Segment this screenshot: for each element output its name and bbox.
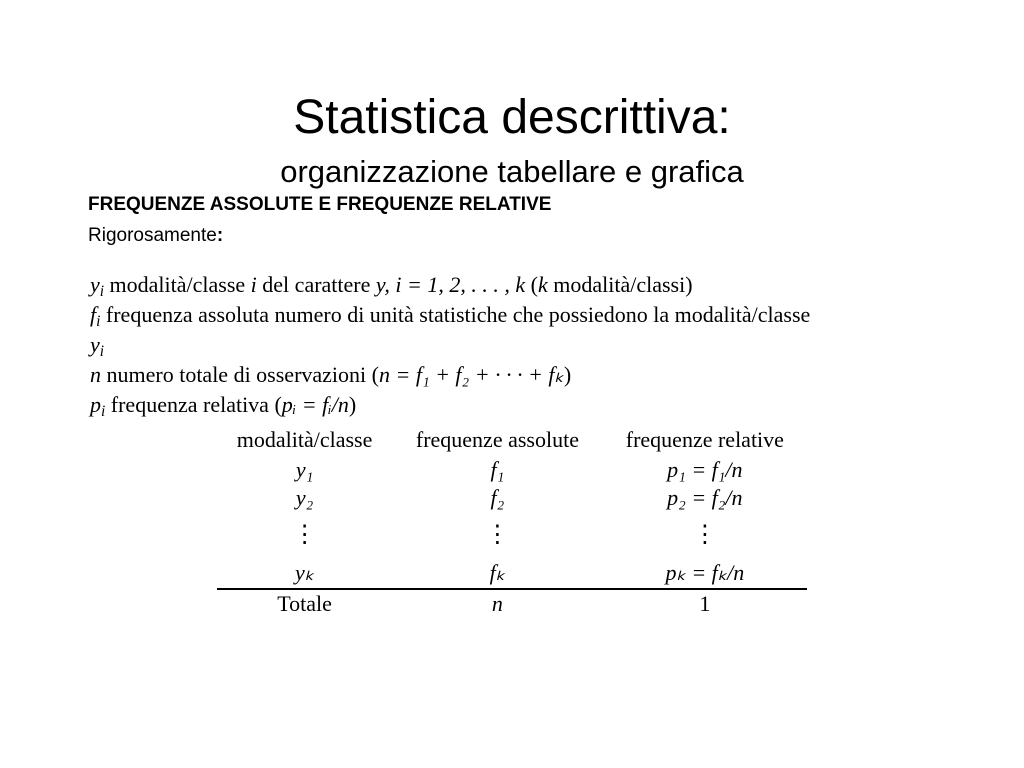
table-cell: f₁ (490, 457, 505, 482)
table-row-ellipsis (217, 512, 807, 558)
symbol-p: p (90, 392, 101, 417)
subscript-i: i (101, 403, 106, 420)
table-cell: ⋮ (692, 522, 717, 548)
definition-continuation (90, 330, 990, 360)
definition-text: frequenza relativa ( (105, 392, 282, 417)
table-total-row (217, 589, 807, 618)
table-cell: pₖ = fₖ/n (603, 558, 807, 589)
header-absolute-frequency: frequenze assolute (415, 427, 579, 452)
definition-absolute-frequency (90, 300, 990, 330)
intro-colon: : (216, 225, 224, 246)
definition-text: modalità/classe (104, 272, 251, 297)
math-expression: n = f₁ + f₂ + · · · + fₖ (378, 362, 564, 387)
total-label: Totale (277, 591, 332, 616)
math-expression: pᵢ = fᵢ/n (281, 392, 349, 417)
header-relative-frequency: frequenze relative (625, 427, 784, 452)
slide-subtitle: organizzazione tabellare e grafica (280, 154, 744, 189)
section-heading: FREQUENZE ASSOLUTE E FREQUENZE RELATIVE (88, 194, 552, 215)
table-cell: yₖ (217, 558, 392, 589)
symbol-n: n (90, 362, 101, 387)
table-cell: y₂ (295, 485, 314, 510)
subscript-i: i (96, 313, 101, 330)
table-row (217, 558, 807, 589)
table-cell: fₖ (392, 558, 603, 589)
definition-text: ( (525, 272, 538, 297)
table-header-row (217, 424, 807, 456)
symbol-f: f (90, 302, 97, 327)
table-cell: p₁ = f₁/n (667, 457, 743, 482)
definition-text: del carattere (256, 272, 376, 297)
symbol-i: i (250, 272, 257, 297)
definition-text: ) (348, 392, 357, 417)
subscript-i: i (99, 283, 105, 300)
total-relative: 1 (699, 591, 711, 616)
symbol-y: y (90, 272, 100, 297)
definition-modality (90, 270, 990, 300)
definitions-list (90, 270, 990, 420)
symbol-k: k (537, 272, 548, 297)
table-row (217, 456, 807, 484)
intro-label: Rigorosamente (88, 225, 217, 246)
table-cell: ⋮ (485, 522, 510, 548)
slide-title: Statistica descrittiva: (293, 91, 731, 144)
table-cell: f₂ (490, 485, 505, 510)
definition-text: modalità/classi) (547, 272, 693, 297)
table-row (217, 484, 807, 512)
table-cell: p₂ = f₂/n (667, 485, 743, 510)
intro-text (88, 223, 223, 249)
definition-text: numero totale di osservazioni ( (101, 362, 379, 387)
definition-relative-frequency (90, 390, 990, 420)
table-cell: ⋮ (292, 522, 317, 548)
symbol-y: y (90, 332, 100, 357)
frequency-table (217, 424, 807, 618)
definition-text: ) (563, 362, 572, 387)
header-modality: modalità/classe (236, 427, 373, 452)
definition-total-observations (90, 360, 990, 390)
subscript-i: i (99, 343, 105, 360)
total-absolute: n (491, 591, 503, 616)
definition-text: frequenza assoluta numero di unità statistiche che possiedono la modalità/classe (100, 302, 811, 327)
table-cell: y₁ (295, 457, 314, 482)
math-expression: y, i = 1, 2, . . . , k (375, 272, 526, 297)
